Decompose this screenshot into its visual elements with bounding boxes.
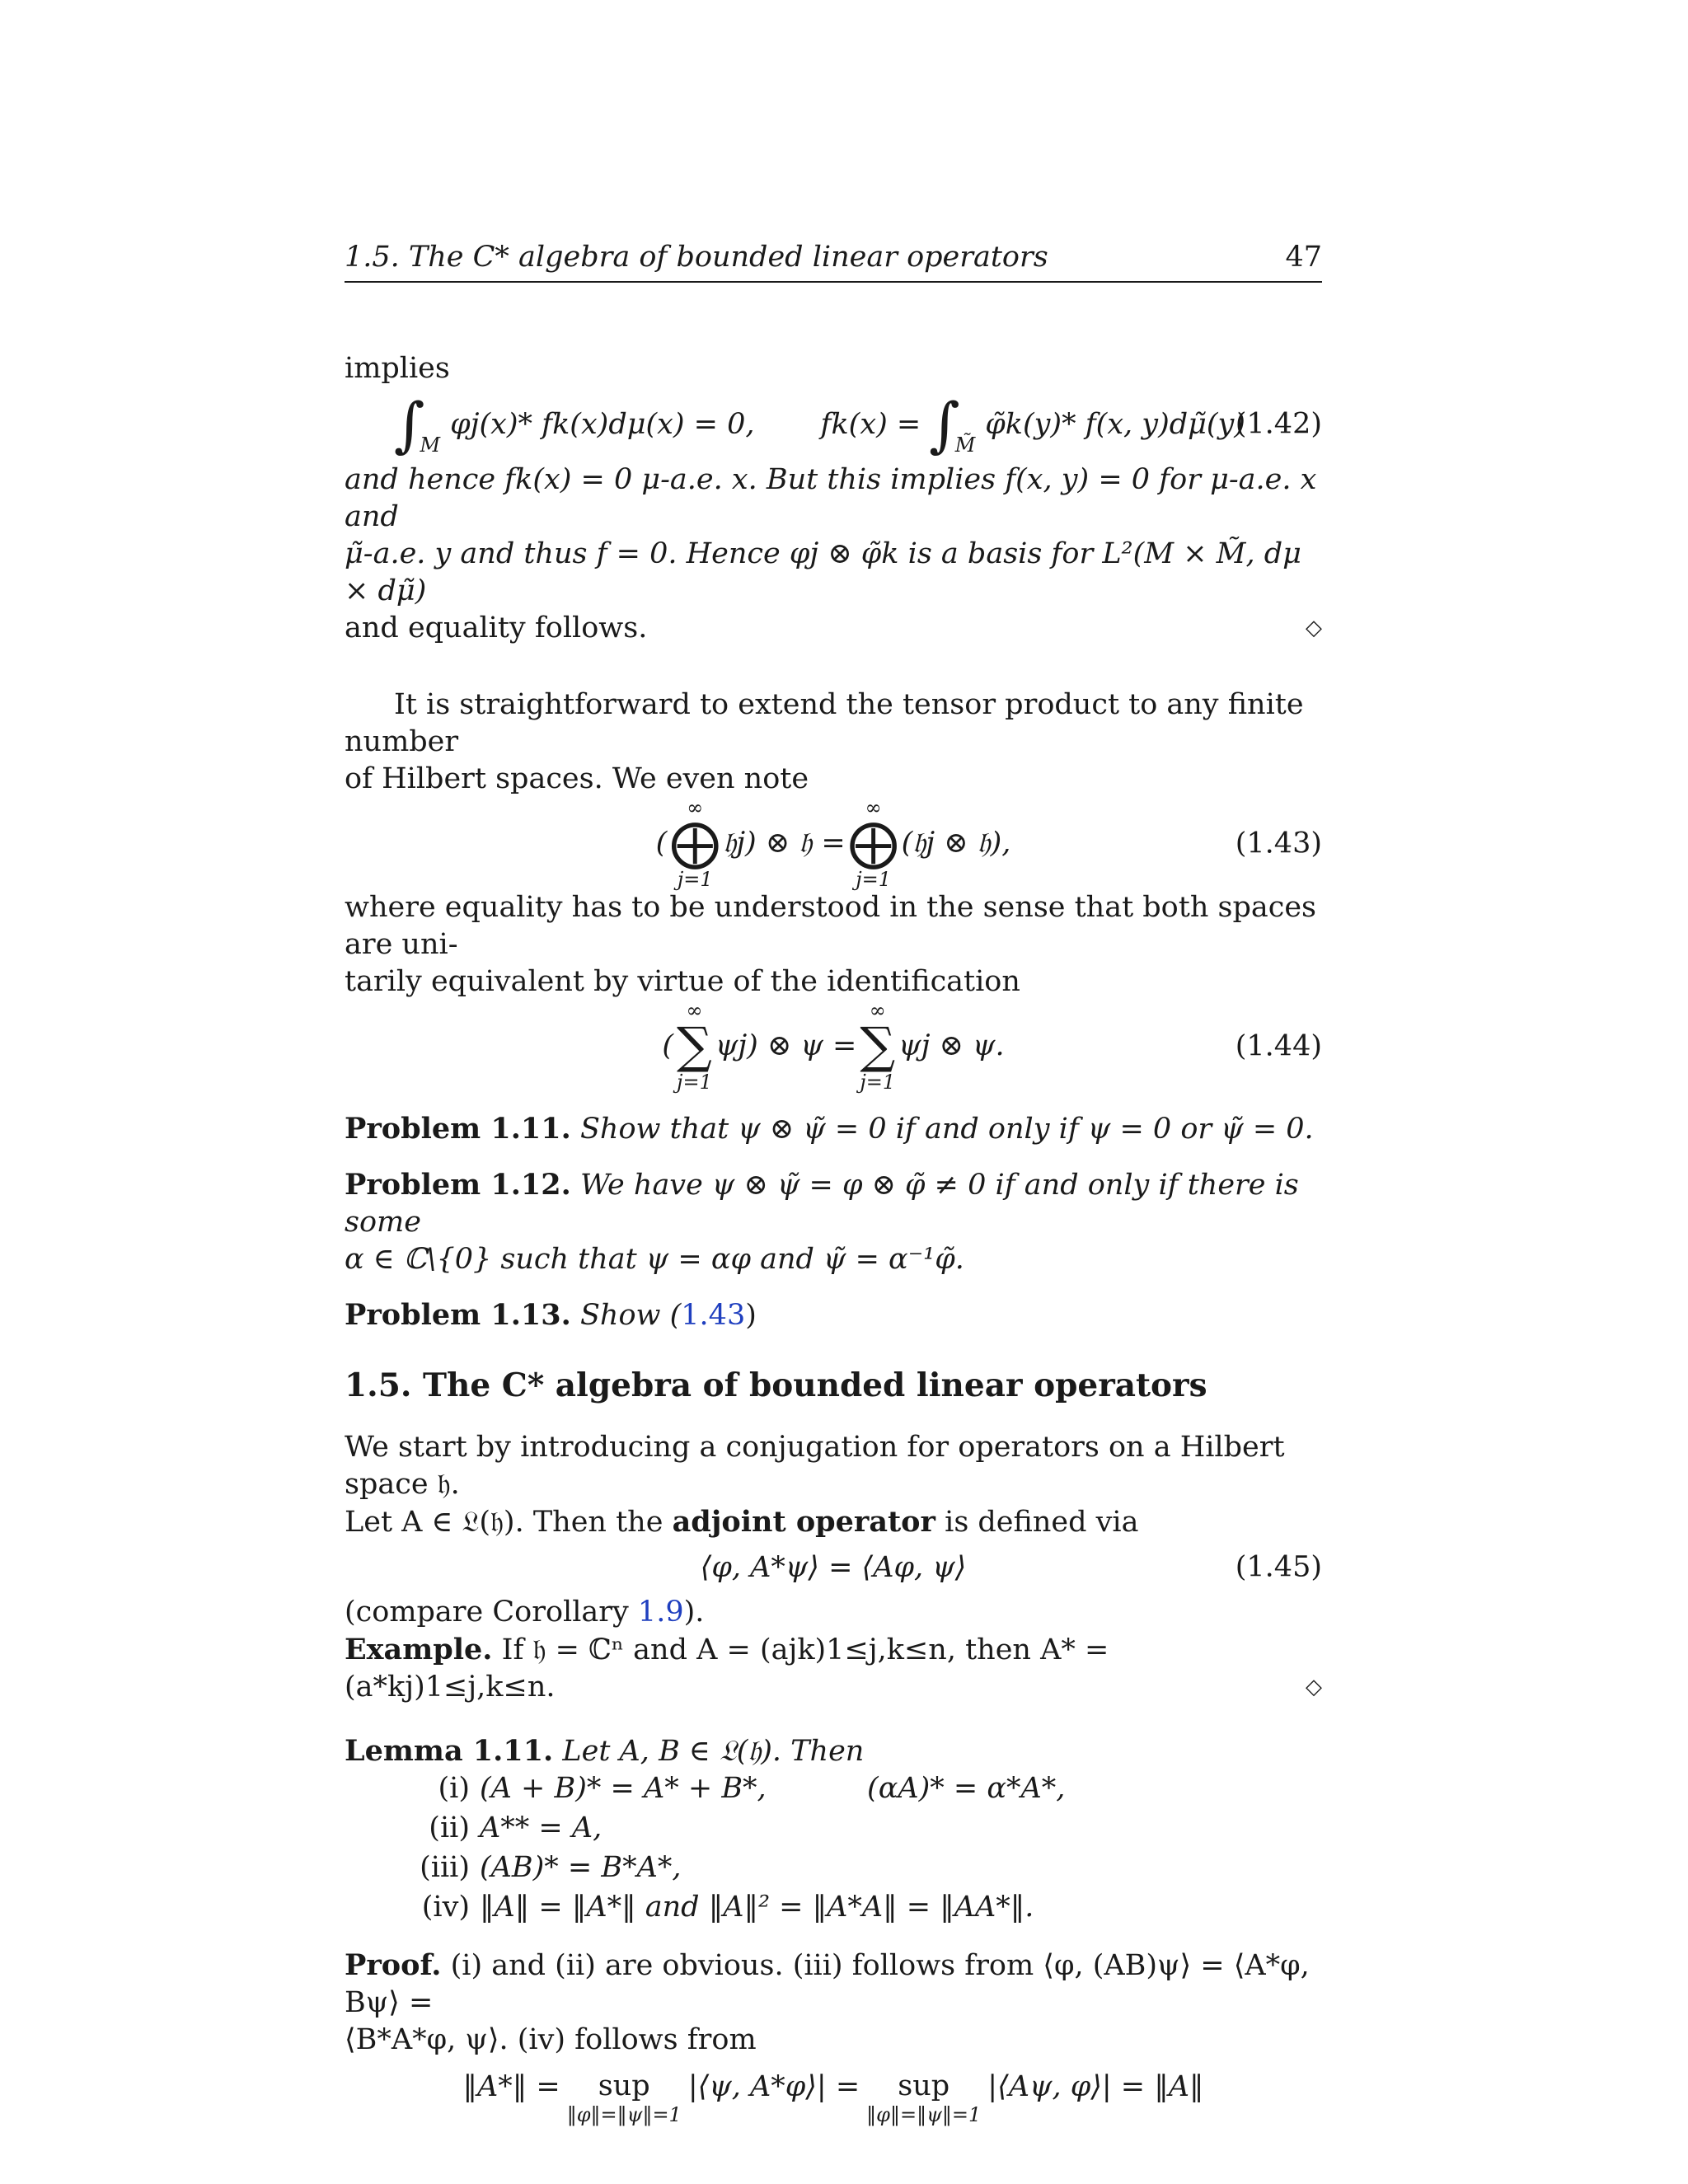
sup-operator: sup ‖φ‖=‖ψ‖=1 bbox=[866, 2069, 982, 2126]
equation-1-42 bbox=[345, 387, 1322, 462]
equation-1-44: ( ∞ ∑ j=1 ψj) ⊗ ψ = ∞ ∑ j=1 ψj ⊗ ψ. (1.44) bbox=[662, 999, 1322, 1094]
equation-link[interactable]: 1.43 bbox=[681, 1299, 746, 1332]
section-title: 1.5. The C* algebra of bounded linear operators bbox=[345, 1366, 1207, 1404]
text-implies: implies bbox=[345, 352, 450, 385]
direct-sum-operator: ∞ ⨁ j=1 bbox=[670, 796, 720, 891]
text-line: Let A ∈ 𝔏(𝔥). Then the adjoint operator is defined via bbox=[345, 1505, 1139, 1539]
term-adjoint-operator: adjoint operator bbox=[672, 1505, 935, 1539]
text-line: (compare Corollary 1.9). bbox=[345, 1596, 705, 1629]
page bbox=[345, 239, 1322, 2143]
text-line: It is straightforward to extend the tensor product to any finite number bbox=[345, 688, 1304, 758]
equation-1-42-left: φj(x)* fk(x)dμ(x) = 0, bbox=[450, 407, 755, 441]
equation-number: (1.45) bbox=[1235, 1550, 1322, 1584]
lemma-1-11: Lemma 1.11. Let A, B ∈ 𝔏(𝔥). Then bbox=[345, 1734, 865, 1768]
problem-1-12-cont: α ∈ ℂ\{0} such that ψ = αφ and ψ̃ = α⁻¹φ̃. bbox=[345, 1243, 964, 1276]
equation-1-43: ( ∞ ⨁ j=1 𝔥j) ⊗ 𝔥 = ∞ ⨁ j=1 (𝔥j ⊗ 𝔥), (1.43) bbox=[655, 796, 1322, 891]
problem-1-13: Problem 1.13. Show (1.43) bbox=[345, 1298, 757, 1332]
equation-1-42-right-body: φ̃k(y)* f(x, y)dμ̃(y) bbox=[985, 407, 1245, 441]
text-line: tarily equivalent by virtue of the identification bbox=[345, 965, 1020, 998]
qed-diamond-icon: ◇ bbox=[1306, 616, 1322, 640]
lemma-item: (iv) ‖A‖ = ‖A*‖ and ‖A‖² = ‖A*A‖ = ‖AA*‖. bbox=[421, 1891, 1034, 1924]
equation-number: (1.44) bbox=[1235, 1029, 1322, 1062]
equation-final: ‖A*‖ = sup ‖φ‖=‖ψ‖=1 |⟨ψ, A*φ⟩| = sup ‖φ‖=‖ψ‖=1 |⟨Aψ, φ⟩| = ‖A‖ bbox=[462, 2069, 1204, 2126]
lemma-items bbox=[409, 1770, 1322, 1929]
text-line: and hence fk(x) = 0 μ-a.e. x. But this implies f(x, y) = 0 for μ-a.e. x and bbox=[345, 463, 1317, 533]
lemma-item: (iii) (AB)* = B*A*, bbox=[420, 1851, 682, 1884]
integral-sign: ∫ M̃ bbox=[929, 390, 976, 459]
lemma-item: (ii) A** = A, bbox=[429, 1811, 603, 1844]
integral-sign: ∫ M bbox=[394, 390, 441, 459]
text-line: μ̃-a.e. y and thus f = 0. Hence φj ⊗ φ̃k is a basis for L²(M × M̃, dμ × dμ̃) bbox=[345, 537, 1301, 607]
sum-operator: ∞ ∑ j=1 bbox=[677, 999, 712, 1094]
page-number: 47 bbox=[1285, 241, 1322, 274]
sup-operator: sup ‖φ‖=‖ψ‖=1 bbox=[566, 2069, 682, 2126]
running-title: 1.5. The C* algebra of bounded linear operators bbox=[345, 241, 1048, 274]
running-header bbox=[345, 239, 1322, 283]
text-line: of Hilbert spaces. We even note bbox=[345, 762, 809, 795]
text-line: We start by introducing a conjugation for operators on a Hilbert space 𝔥. bbox=[345, 1431, 1285, 1501]
lemma-item: (i) (A + B)* = A* + B*, (αA)* = α*A*, bbox=[438, 1772, 1066, 1805]
equation-1-45: ⟨φ, A*ψ⟩ = ⟨Aφ, ψ⟩ (1.45) bbox=[345, 1541, 1322, 1594]
equation-number: (1.43) bbox=[1235, 827, 1322, 860]
corollary-link[interactable]: 1.9 bbox=[637, 1596, 684, 1629]
problem-1-11: Problem 1.11. Show that ψ ⊗ ψ̃ = 0 if and only if ψ = 0 or ψ̃ = 0. bbox=[345, 1112, 1314, 1146]
text-line: where equality has to be understood in the sense that both spaces are uni- bbox=[345, 891, 1316, 961]
sum-operator: ∞ ∑ j=1 bbox=[860, 999, 896, 1094]
equation-number: (1.42) bbox=[1235, 407, 1322, 441]
direct-sum-operator: ∞ ⨁ j=1 bbox=[848, 796, 898, 891]
qed-diamond-icon: ◇ bbox=[1306, 1675, 1322, 1699]
problem-1-12: Problem 1.12. We have ψ ⊗ ψ̃ = φ ⊗ φ̃ ≠ 0 if and only if there is some bbox=[345, 1168, 1299, 1239]
equation-1-42-right-lhs: fk(x) = bbox=[820, 407, 921, 441]
text-line: and equality follows. ◇ bbox=[345, 610, 1322, 647]
text-line: ⟨B*A*φ, ψ⟩. (iv) follows from bbox=[345, 2023, 757, 2056]
proof: Proof. (i) and (ii) are obvious. (iii) follows from ⟨φ, (AB)ψ⟩ = ⟨A*φ, Bψ⟩ = bbox=[345, 1948, 1310, 2019]
example: Example. If 𝔥 = ℂⁿ and A = (ajk)1≤j,k≤n, then A* = (a*kj)1≤j,k≤n. ◇ bbox=[345, 1631, 1322, 1706]
